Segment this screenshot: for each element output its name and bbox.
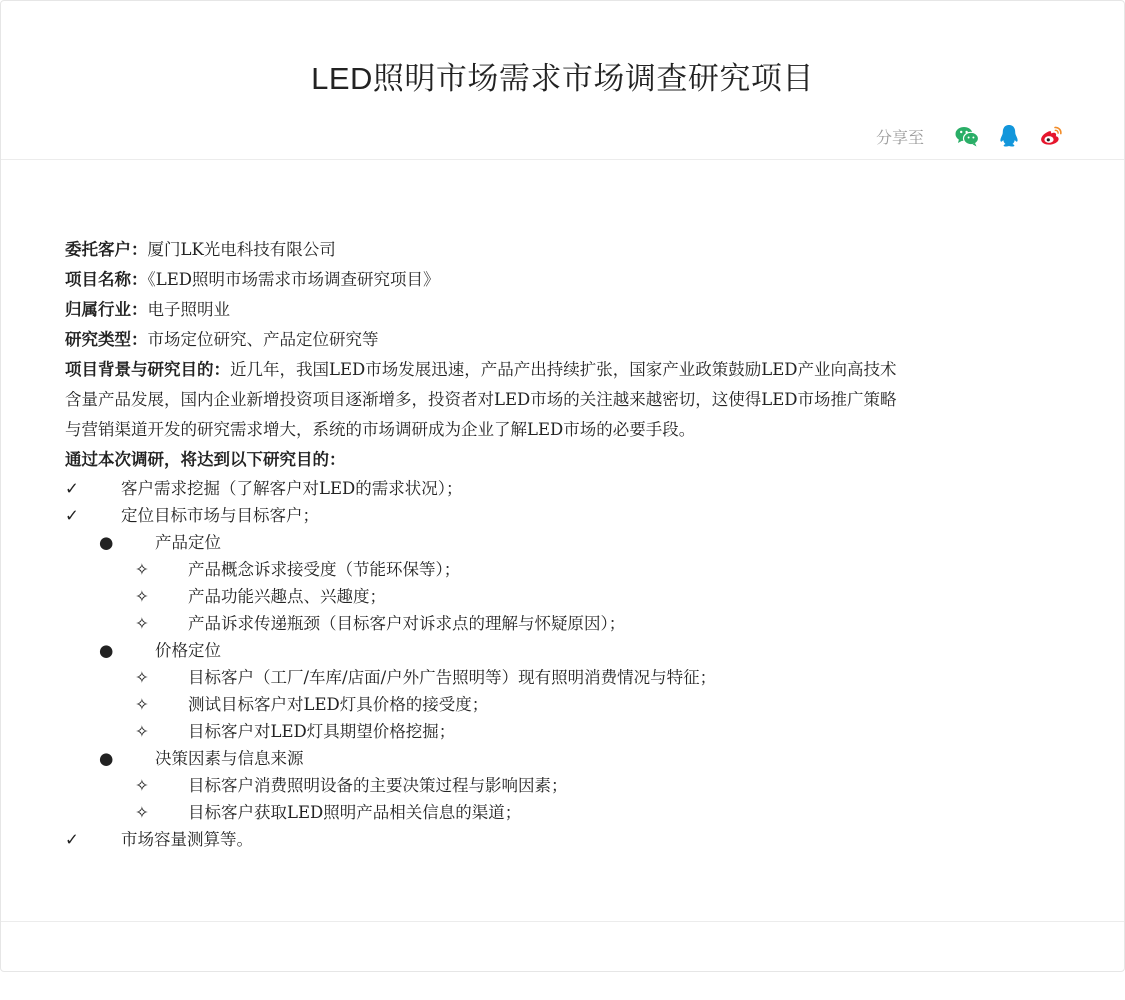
- sub-item: [65, 583, 1065, 610]
- item-text: 产品定位: [155, 533, 221, 552]
- check-item: [65, 475, 1065, 502]
- bullet-item: [65, 637, 1065, 664]
- sub-item: [65, 691, 1065, 718]
- item-text: 市场容量测算等。: [121, 830, 253, 849]
- item-text: 目标客户消费照明设备的主要决策过程与影响因素；: [188, 776, 568, 795]
- item-text: 决策因素与信息来源: [155, 749, 304, 768]
- field-label: 委托客户：: [65, 240, 148, 259]
- goal-list: [65, 475, 1065, 853]
- item-text: 测试目标客户对LED灯具价格的接受度；: [188, 695, 489, 714]
- field-value: 电子照明业: [147, 300, 230, 319]
- field-project-name: [65, 265, 1065, 295]
- weibo-icon[interactable]: [1038, 123, 1064, 149]
- item-text: 定位目标市场与目标客户；: [121, 506, 319, 525]
- field-label: 归属行业：: [65, 300, 148, 319]
- diamond-mark: ✧: [135, 614, 149, 633]
- background-paragraph: [65, 355, 1065, 445]
- item-text: 目标客户获取LED照明产品相关信息的渠道；: [188, 803, 522, 822]
- article-body: [65, 235, 1065, 853]
- page-title: LED照明市场需求市场调查研究项目: [311, 61, 814, 96]
- field-value: 厦门LK光电科技有限公司: [147, 240, 336, 259]
- bullet-item: [65, 529, 1065, 556]
- share-label: 分享至: [875, 127, 924, 147]
- background-line: 项目背景与研究目的：近几年，我国LED市场发展迅速，产品产出持续扩张，国家产业政策鼓励LED产业向高技术: [65, 360, 897, 379]
- check-mark: ✓: [65, 830, 79, 849]
- item-text: 产品概念诉求接受度（节能环保等）；: [188, 560, 461, 579]
- item-text: 产品诉求传递瓶颈（目标客户对诉求点的理解与怀疑原因）；: [188, 614, 626, 633]
- check-item: [65, 826, 1065, 853]
- wechat-icon[interactable]: [954, 123, 980, 149]
- diamond-mark: ✧: [135, 803, 149, 822]
- sub-item: [65, 664, 1065, 691]
- bullet-item: [65, 745, 1065, 772]
- diamond-mark: ✧: [135, 587, 149, 606]
- diamond-mark: ✧: [135, 695, 149, 714]
- item-text: 产品功能兴趣点、兴趣度；: [188, 587, 386, 606]
- check-mark: ✓: [65, 479, 79, 498]
- sub-item: [65, 772, 1065, 799]
- item-text: 客户需求挖掘（了解客户对LED的需求状况）；: [121, 479, 463, 498]
- goals-heading: 通过本次调研，将达到以下研究目的：: [65, 450, 346, 469]
- diamond-mark: ✧: [135, 668, 149, 687]
- dot-mark: ●: [99, 533, 114, 552]
- dot-mark: ●: [99, 749, 114, 768]
- item-text: 目标客户（工厂/车库/店面/户外广告照明等）现有照明消费情况与特征；: [188, 668, 717, 687]
- card-footer-divider: [1, 921, 1124, 922]
- field-value: 市场定位研究、产品定位研究等: [147, 330, 379, 349]
- background-line: 含量产品发展，国内企业新增投资项目逐渐增多，投资者对LED市场的关注越来越密切，这使得LED市场推广策略: [65, 390, 897, 409]
- qq-icon[interactable]: [996, 123, 1022, 149]
- field-value: 《LED照明市场需求市场调查研究项目》: [147, 270, 440, 289]
- dot-mark: ●: [99, 641, 114, 660]
- diamond-mark: ✧: [135, 776, 149, 795]
- field-research-type: [65, 325, 1065, 355]
- sub-item: [65, 610, 1065, 637]
- field-industry: [65, 295, 1065, 325]
- background-label: 项目背景与研究目的：: [65, 360, 230, 379]
- sub-item: [65, 718, 1065, 745]
- check-item: [65, 502, 1065, 529]
- field-client: [65, 235, 1065, 265]
- field-label: 研究类型：: [65, 330, 148, 349]
- field-label: 项目名称：: [65, 270, 148, 289]
- item-text: 价格定位: [155, 641, 221, 660]
- sub-item: [65, 799, 1065, 826]
- article-header: [1, 1, 1124, 160]
- background-line: 与营销渠道开发的研究需求增大，系统的市场调研成为企业了解LED市场的必要手段。: [65, 420, 696, 439]
- share-bar: [876, 121, 1064, 151]
- item-text: 目标客户对LED灯具期望价格挖掘；: [188, 722, 456, 741]
- diamond-mark: ✧: [135, 560, 149, 579]
- sub-item: [65, 556, 1065, 583]
- diamond-mark: ✧: [135, 722, 149, 741]
- check-mark: ✓: [65, 506, 79, 525]
